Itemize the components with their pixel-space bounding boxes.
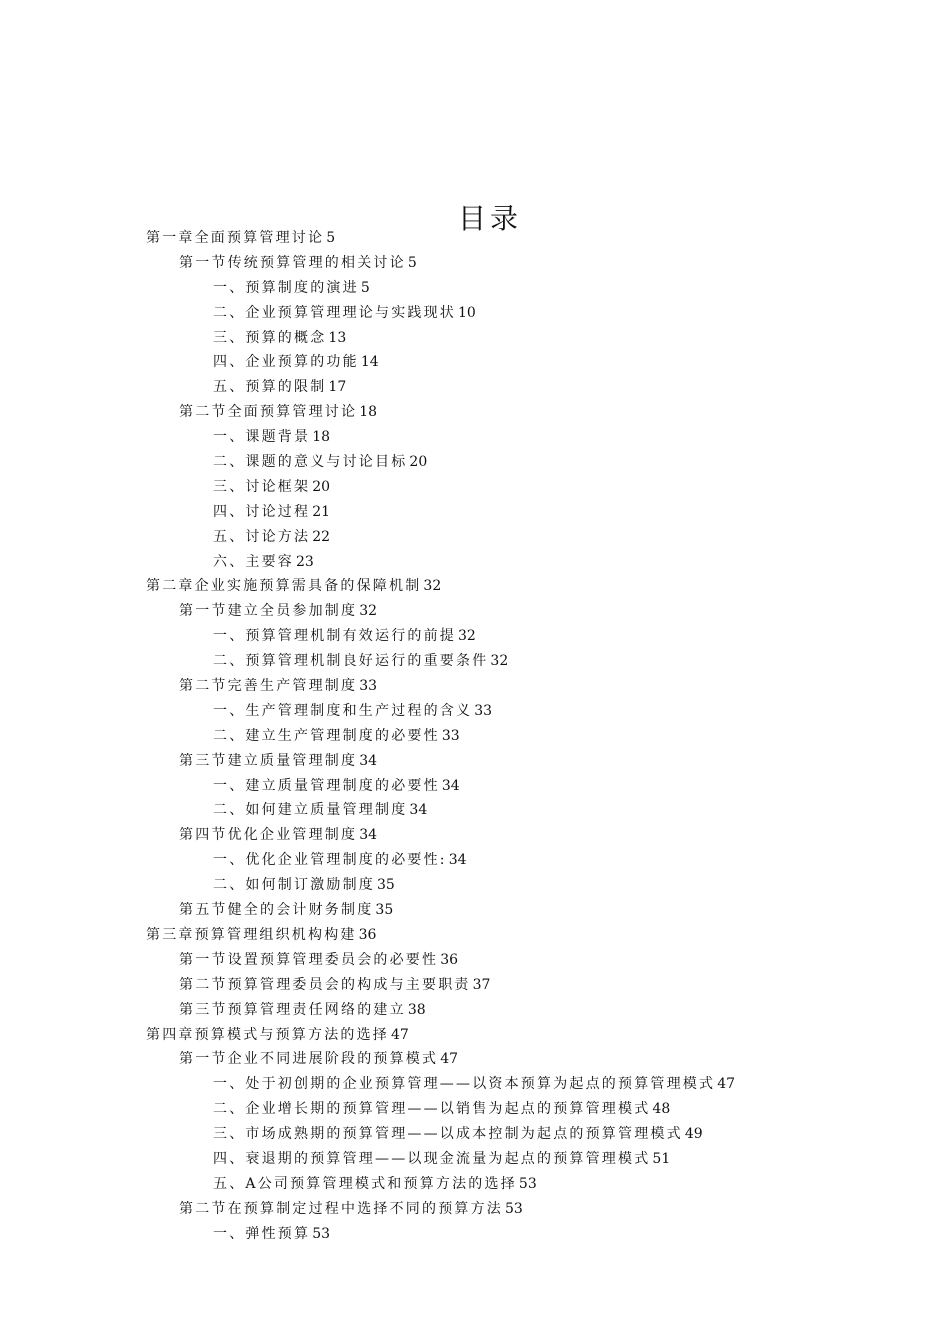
toc-page-number: 33 [474, 702, 493, 719]
toc-entry[interactable] [0, 774, 950, 799]
toc-entry[interactable] [0, 749, 950, 774]
toc-entry[interactable] [0, 251, 950, 276]
toc-entry[interactable] [0, 350, 950, 375]
toc-page-number: 34 [409, 802, 428, 819]
toc-page-number: 48 [652, 1101, 671, 1118]
toc-page-number: 14 [360, 354, 379, 371]
toc-entry-text: 一、课题背景 [213, 429, 311, 446]
toc-page-number: 33 [441, 727, 460, 744]
toc-entry[interactable] [0, 326, 950, 351]
toc-page-number: 47 [717, 1076, 736, 1093]
toc-entry-text: 二、企业预算管理理论与实践现状 [213, 304, 456, 321]
toc-entry-text: 四、衰退期的预算管理——以现金流量为起点的预算管理模式 [213, 1150, 651, 1167]
page-title: 目录 [457, 201, 522, 235]
toc-page-number: 22 [312, 528, 331, 545]
toc-entry-text: 四、企业预算的功能 [213, 354, 359, 371]
toc-entry-text: 二、预算管理机制良好运行的重要条件 [213, 653, 489, 670]
toc-entry[interactable] [0, 649, 950, 674]
toc-page-number: 47 [440, 1051, 459, 1068]
toc-entry-text: 第一节传统预算管理的相关讨论 [179, 254, 406, 271]
toc-page-number: 32 [423, 578, 442, 595]
toc-entry-text: 第三节预算管理责任网络的建立 [179, 1001, 406, 1018]
toc-entry-text: 第四节优化企业管理制度 [179, 827, 358, 844]
toc-entry[interactable] [0, 1197, 950, 1222]
toc-entry[interactable] [0, 1222, 950, 1247]
toc-entry-text: 四、讨论过程 [213, 503, 311, 520]
toc-entry-text: 第一节建立全员参加制度 [179, 603, 358, 620]
toc-entry-text: 五、讨论方法 [213, 528, 311, 545]
toc-entry-text: 第一节企业不同进展阶段的预算模式 [179, 1051, 439, 1068]
toc-entry-text: 五、预算的限制 [213, 379, 327, 396]
toc-page-number: 34 [359, 827, 378, 844]
toc-entry[interactable] [0, 1097, 950, 1122]
toc-page-number: 53 [312, 1225, 331, 1242]
toc-entry[interactable] [0, 798, 950, 823]
toc-entry[interactable] [0, 699, 950, 724]
toc-entry[interactable] [0, 500, 950, 525]
toc-entry-text: 五、A公司预算管理模式和预算方法的选择 [213, 1175, 517, 1192]
toc-page-number: 5 [360, 279, 370, 296]
toc-entry-text: 二、课题的意义与讨论目标 [213, 454, 408, 471]
toc-page-number: 53 [518, 1175, 537, 1192]
toc-entry-text: 一、优化企业管理制度的必要性: [213, 852, 447, 869]
toc-page-number: 36 [358, 926, 377, 943]
toc-entry[interactable] [0, 898, 950, 923]
toc-entry-text: 第二节全面预算管理讨论 [179, 404, 358, 421]
table-of-contents [0, 226, 950, 1247]
toc-entry[interactable] [0, 450, 950, 475]
toc-entry[interactable] [0, 724, 950, 749]
toc-page-number: 32 [490, 653, 509, 670]
toc-entry-text: 二、如何制订激励制度 [213, 877, 375, 894]
toc-entry[interactable] [0, 998, 950, 1023]
toc-page-number: 32 [458, 628, 476, 645]
toc-entry[interactable] [0, 1147, 950, 1172]
toc-entry-text: 第三节建立质量管理制度 [179, 752, 358, 769]
toc-entry[interactable] [0, 1047, 950, 1072]
toc-entry-text: 一、预算制度的演进 [213, 279, 359, 296]
toc-entry-text: 二、企业增长期的预算管理——以销售为起点的预算管理模式 [213, 1101, 651, 1118]
toc-page-number: 47 [391, 1026, 409, 1043]
toc-entry-text: 二、建立生产管理制度的必要性 [213, 727, 440, 744]
toc-page-number: 34 [441, 777, 460, 794]
toc-page-number: 18 [312, 429, 331, 446]
toc-entry-text: 一、弹性预算 [213, 1225, 311, 1242]
toc-entry-text: 一、生产管理制度和生产过程的含义 [213, 702, 473, 719]
toc-entry[interactable] [0, 1023, 950, 1048]
toc-entry[interactable] [0, 276, 950, 301]
toc-entry-text: 二、如何建立质量管理制度 [213, 802, 408, 819]
toc-page-number: 10 [458, 304, 476, 321]
toc-page-number: 34 [359, 752, 378, 769]
toc-page-number: 23 [296, 553, 314, 570]
toc-page-number: 35 [375, 902, 394, 919]
toc-entry[interactable] [0, 425, 950, 450]
toc-entry-text: 第五节健全的会计财务制度 [179, 902, 374, 919]
toc-entry[interactable] [0, 475, 950, 500]
toc-entry[interactable] [0, 375, 950, 400]
toc-page-number: 5 [407, 254, 417, 271]
toc-entry-text: 三、讨论框架 [213, 478, 311, 495]
toc-entry-text: 三、预算的概念 [213, 329, 327, 346]
toc-entry-text: 第二节预算管理委员会的构成与主要职责 [179, 976, 471, 993]
toc-entry-text: 一、处于初创期的企业预算管理——以资本预算为起点的预算管理模式 [213, 1076, 716, 1093]
toc-entry[interactable] [0, 848, 950, 873]
toc-page-number: 49 [684, 1126, 703, 1143]
toc-entry[interactable] [0, 823, 950, 848]
toc-page-number: 38 [407, 1001, 426, 1018]
toc-page-number: 51 [652, 1150, 671, 1167]
toc-entry-text: 三、市场成熟期的预算管理——以成本控制为起点的预算管理模式 [213, 1126, 683, 1143]
toc-entry-text: 一、预算管理机制有效运行的前提 [213, 628, 456, 645]
toc-page-number: 35 [377, 877, 395, 894]
toc-entry[interactable] [0, 550, 950, 575]
toc-page-number: 36 [440, 951, 459, 968]
toc-page-number: 37 [472, 976, 491, 993]
toc-entry[interactable] [0, 1122, 950, 1147]
toc-entry-text: 第一章全面预算管理讨论 [146, 230, 325, 246]
toc-page-number: 18 [359, 404, 378, 421]
toc-page-number: 21 [312, 503, 331, 520]
toc-entry[interactable] [0, 923, 950, 948]
toc-entry-text: 六、主要容 [213, 553, 294, 570]
toc-entry[interactable] [0, 525, 950, 550]
toc-page-number: 20 [312, 478, 331, 495]
toc-entry[interactable] [0, 599, 950, 624]
toc-entry[interactable] [0, 948, 950, 973]
toc-entry[interactable] [0, 624, 950, 649]
toc-page-number: 5 [326, 230, 336, 246]
toc-page-number: 13 [328, 329, 347, 346]
toc-entry[interactable] [0, 226, 950, 251]
toc-page-number: 53 [505, 1200, 523, 1217]
toc-entry[interactable] [0, 301, 950, 326]
toc-entry[interactable] [0, 1072, 950, 1097]
toc-entry[interactable] [0, 400, 950, 425]
toc-page-number: 32 [359, 603, 378, 620]
toc-entry-text: 第二节完善生产管理制度 [179, 678, 358, 695]
toc-entry[interactable] [0, 574, 950, 599]
toc-entry[interactable] [0, 973, 950, 998]
toc-entry-text: 第二章企业实施预算需具备的保障机制 [146, 578, 422, 595]
toc-entry[interactable] [0, 1172, 950, 1197]
toc-entry-text: 第三章预算管理组织机构构建 [146, 926, 357, 943]
toc-entry-text: 一、建立质量管理制度的必要性 [213, 777, 440, 794]
toc-entry[interactable] [0, 674, 950, 699]
toc-entry[interactable] [0, 873, 950, 898]
toc-page-number: 33 [359, 678, 378, 695]
toc-entry-text: 第一节设置预算管理委员会的必要性 [179, 951, 439, 968]
toc-entry-text: 第二节在预算制定过程中选择不同的预算方法 [179, 1200, 503, 1217]
toc-entry-text: 第四章预算模式与预算方法的选择 [146, 1026, 389, 1043]
toc-page-number: 17 [328, 379, 347, 396]
toc-page-number: 34 [448, 852, 467, 869]
toc-page-number: 20 [409, 454, 428, 471]
